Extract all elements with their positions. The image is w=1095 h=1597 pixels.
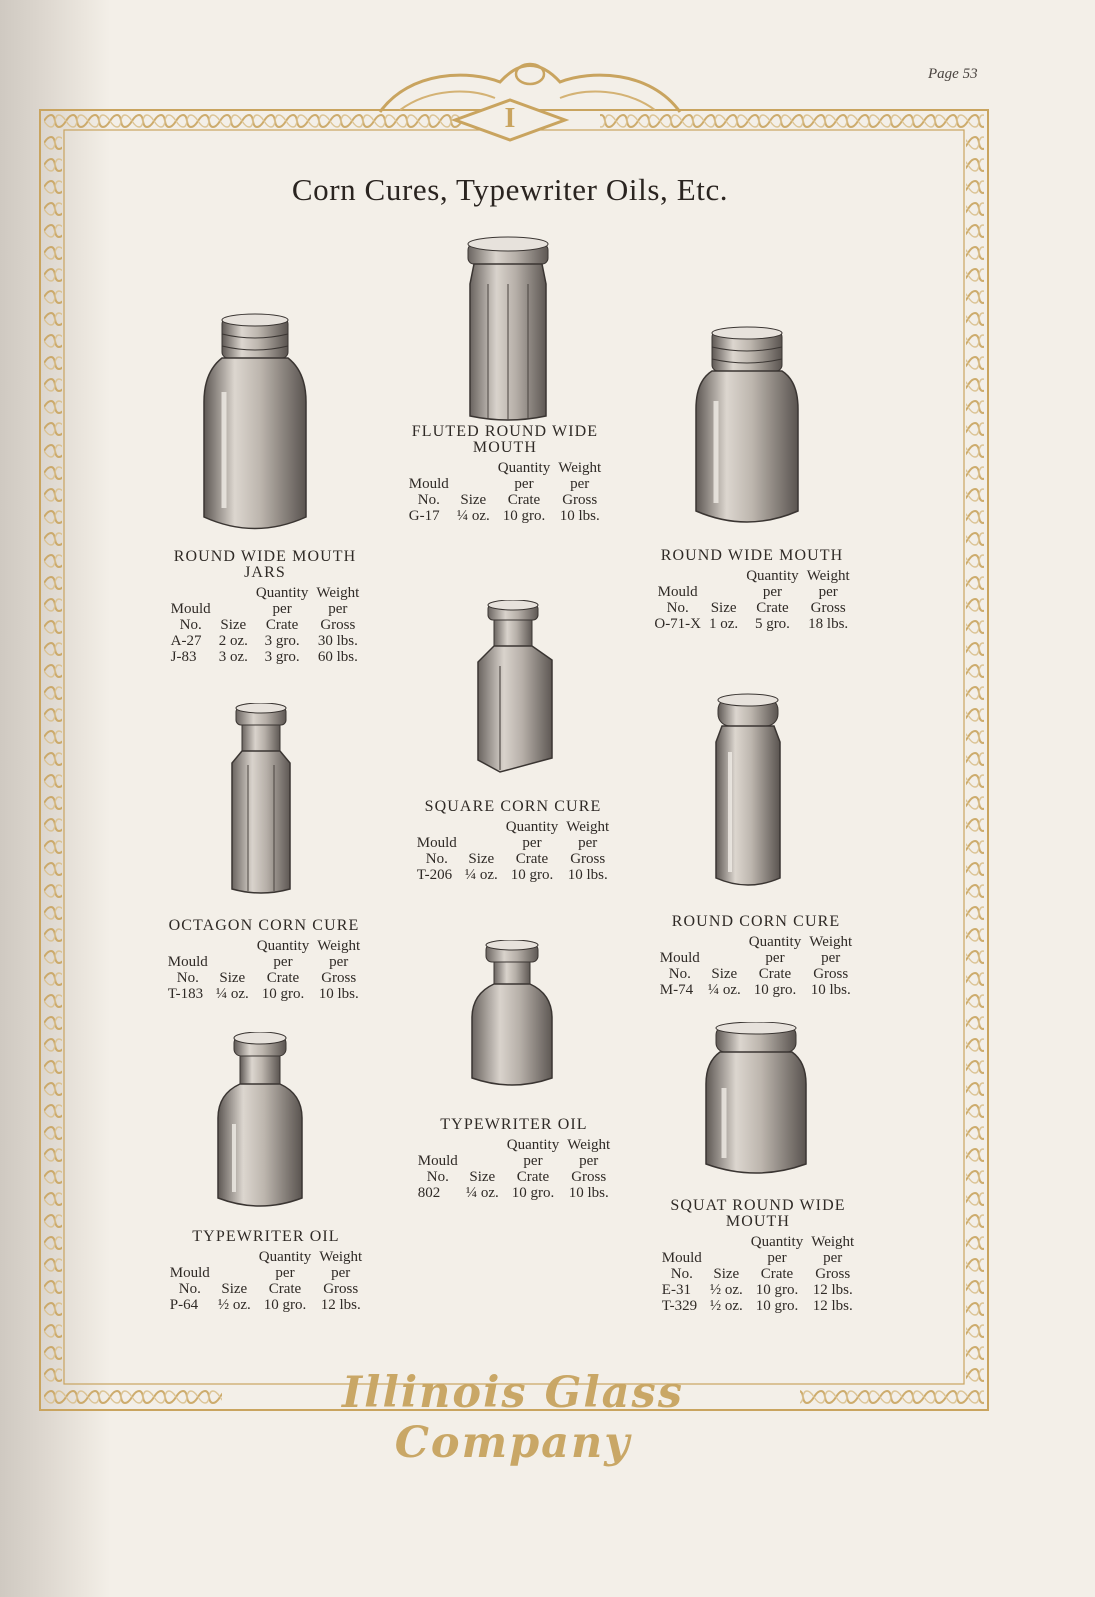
size-value: ½ oz. bbox=[709, 1282, 743, 1298]
size-header: Size bbox=[220, 617, 247, 633]
product-squat-round-wide-mouth bbox=[616, 1198, 900, 1314]
spec-table bbox=[405, 460, 605, 524]
spec-table bbox=[650, 568, 853, 632]
bottle-typewriter-oil-802-image bbox=[466, 940, 558, 1090]
spec-row bbox=[656, 982, 856, 998]
mould-number: 802 bbox=[417, 1185, 441, 1201]
size-value: ¼ oz. bbox=[464, 867, 498, 883]
mould-number: A-27 bbox=[170, 633, 202, 649]
mould-number: E-31 bbox=[661, 1282, 691, 1298]
bottle-octagon-corn-cure-image bbox=[228, 703, 294, 898]
quantity-per-crate-header: Quantity per Crate bbox=[256, 938, 310, 986]
quantity-per-crate-header: Quantity per Crate bbox=[505, 819, 559, 867]
quantity-per-crate-header: Quantity per Crate bbox=[255, 585, 309, 633]
quantity-value: 10 gro. bbox=[502, 508, 546, 524]
weight-value: 12 lbs. bbox=[320, 1297, 361, 1313]
weight-value: 30 lbs. bbox=[317, 633, 358, 649]
quantity-per-crate-header: Quantity per Crate bbox=[506, 1137, 560, 1185]
spec-table bbox=[414, 1137, 614, 1201]
spec-table bbox=[656, 934, 856, 998]
mould-number: T-206 bbox=[416, 867, 453, 883]
spec-header-row bbox=[167, 585, 364, 633]
weight-value: 10 lbs. bbox=[567, 867, 608, 883]
mould-number: P-64 bbox=[169, 1297, 199, 1313]
spec-header-row bbox=[405, 460, 605, 508]
mould-no-header: Mould No. bbox=[170, 601, 211, 633]
product-round-corn-cure bbox=[614, 914, 898, 998]
quantity-value: 10 gro. bbox=[755, 1282, 799, 1298]
size-value: 2 oz. bbox=[218, 633, 248, 649]
quantity-value: 3 gro. bbox=[264, 633, 300, 649]
company-footer-wordmark: Illinois Glass Company bbox=[342, 1368, 684, 1468]
size-value: ¼ oz. bbox=[707, 982, 741, 998]
spec-table bbox=[166, 1249, 366, 1313]
mould-number: O-71-X bbox=[654, 616, 702, 632]
spec-table bbox=[164, 938, 364, 1002]
spec-row bbox=[650, 616, 853, 632]
weight-per-gross-header: Weight per Gross bbox=[319, 1249, 363, 1297]
weight-value: 10 lbs. bbox=[559, 508, 600, 524]
spec-header-row bbox=[658, 1234, 858, 1282]
size-value: ½ oz. bbox=[217, 1297, 251, 1313]
quantity-value: 10 gro. bbox=[511, 1185, 555, 1201]
size-header: Size bbox=[460, 492, 487, 508]
weight-value: 12 lbs. bbox=[812, 1298, 853, 1314]
bottle-square-corn-cure-image bbox=[472, 600, 558, 775]
bottle-fluted-round-wide-mouth-image bbox=[460, 232, 556, 426]
product-name: OCTAGON CORN CURE bbox=[168, 917, 360, 934]
weight-value: 10 lbs. bbox=[810, 982, 851, 998]
quantity-value: 10 gro. bbox=[753, 982, 797, 998]
weight-value: 12 lbs. bbox=[812, 1282, 853, 1298]
spec-header-row bbox=[656, 934, 856, 982]
spec-table bbox=[413, 819, 613, 883]
mould-no-header: Mould No. bbox=[169, 1265, 210, 1297]
bottle-squat-round-wide-mouth-image bbox=[704, 1022, 808, 1180]
quantity-per-crate-header: Quantity per Crate bbox=[497, 460, 551, 508]
spec-row bbox=[167, 649, 364, 665]
mould-number: G-17 bbox=[408, 508, 440, 524]
product-name: ROUND WIDE MOUTH JARS bbox=[173, 548, 357, 581]
quantity-per-crate-header: Quantity per Crate bbox=[258, 1249, 312, 1297]
spec-header-row bbox=[413, 819, 613, 867]
product-name: TYPEWRITER OIL bbox=[192, 1228, 340, 1245]
product-square-corn-cure bbox=[372, 799, 654, 883]
spec-row bbox=[658, 1282, 858, 1298]
spec-row bbox=[658, 1298, 858, 1314]
quantity-value: 3 gro. bbox=[264, 649, 300, 665]
product-name: SQUARE CORN CURE bbox=[424, 798, 602, 815]
mould-number: J-83 bbox=[170, 649, 197, 665]
size-value: 3 oz. bbox=[218, 649, 248, 665]
spec-table bbox=[167, 585, 364, 665]
product-name: ROUND WIDE MOUTH bbox=[660, 547, 844, 564]
mould-no-header: Mould No. bbox=[661, 1250, 702, 1282]
page-title: Corn Cures, Typewriter Oils, Etc. bbox=[291, 172, 729, 207]
size-value: ¼ oz. bbox=[456, 508, 490, 524]
quantity-per-crate-header: Quantity per Crate bbox=[750, 1234, 804, 1282]
spec-header-row bbox=[166, 1249, 366, 1297]
weight-value: 60 lbs. bbox=[317, 649, 358, 665]
weight-per-gross-header: Weight per Gross bbox=[317, 938, 361, 986]
quantity-value: 10 gro. bbox=[755, 1298, 799, 1314]
weight-per-gross-header: Weight per Gross bbox=[558, 460, 602, 508]
bottle-round-wide-mouth-jar-image bbox=[200, 312, 310, 537]
spec-row bbox=[413, 867, 613, 883]
weight-per-gross-header: Weight per Gross bbox=[316, 585, 360, 633]
size-header: Size bbox=[711, 966, 738, 982]
spec-header-row bbox=[414, 1137, 614, 1185]
bottle-typewriter-oil-p64-image bbox=[214, 1032, 306, 1212]
product-typewriter-oil-p64 bbox=[126, 1229, 406, 1313]
mould-no-header: Mould No. bbox=[659, 950, 700, 982]
size-header: Size bbox=[221, 1281, 248, 1297]
spec-row bbox=[166, 1297, 366, 1313]
size-header: Size bbox=[468, 851, 495, 867]
quantity-value: 10 gro. bbox=[510, 867, 554, 883]
weight-value: 10 lbs. bbox=[318, 986, 359, 1002]
bottle-round-wide-mouth-image bbox=[692, 325, 802, 530]
spec-header-row bbox=[650, 568, 853, 616]
weight-value: 10 lbs. bbox=[568, 1185, 609, 1201]
mould-no-header: Mould No. bbox=[416, 835, 457, 867]
size-header: Size bbox=[713, 1266, 740, 1282]
size-value: ¼ oz. bbox=[215, 986, 249, 1002]
quantity-value: 5 gro. bbox=[754, 616, 790, 632]
emblem-letter: I bbox=[504, 103, 516, 134]
mould-no-header: Mould No. bbox=[408, 476, 449, 508]
weight-per-gross-header: Weight per Gross bbox=[811, 1234, 855, 1282]
weight-per-gross-header: Weight per Gross bbox=[809, 934, 853, 982]
mould-no-header: Mould No. bbox=[417, 1153, 458, 1185]
product-name: TYPEWRITER OIL bbox=[440, 1116, 588, 1133]
weight-value: 18 lbs. bbox=[808, 616, 849, 632]
size-header: Size bbox=[219, 970, 246, 986]
spec-header-row bbox=[164, 938, 364, 986]
mould-no-header: Mould No. bbox=[657, 584, 698, 616]
size-header: Size bbox=[469, 1169, 496, 1185]
product-fluted-round-wide-mouth bbox=[370, 424, 640, 524]
quantity-value: 10 gro. bbox=[261, 986, 305, 1002]
weight-per-gross-header: Weight per Gross bbox=[567, 1137, 611, 1185]
product-name: SQUAT ROUND WIDE MOUTH bbox=[670, 1197, 846, 1230]
mould-number: M-74 bbox=[659, 982, 694, 998]
page-number: Page 53 bbox=[928, 66, 978, 82]
size-value: ¼ oz. bbox=[465, 1185, 499, 1201]
size-value: ½ oz. bbox=[709, 1298, 743, 1314]
product-name: ROUND CORN CURE bbox=[671, 913, 841, 930]
spec-row bbox=[167, 633, 364, 649]
product-octagon-corn-cure bbox=[124, 918, 404, 1002]
size-value: 1 oz. bbox=[709, 616, 739, 632]
product-round-wide-mouth bbox=[612, 548, 892, 632]
mould-no-header: Mould No. bbox=[167, 954, 208, 986]
spec-row bbox=[405, 508, 605, 524]
spec-row bbox=[164, 986, 364, 1002]
weight-per-gross-header: Weight per Gross bbox=[566, 819, 610, 867]
quantity-per-crate-header: Quantity per Crate bbox=[746, 568, 799, 616]
size-header: Size bbox=[710, 600, 737, 616]
product-name: FLUTED ROUND WIDE MOUTH bbox=[411, 423, 599, 456]
quantity-per-crate-header: Quantity per Crate bbox=[748, 934, 802, 982]
product-typewriter-oil-802 bbox=[372, 1117, 656, 1201]
product-round-wide-mouth-jars bbox=[122, 549, 408, 665]
mould-number: T-329 bbox=[661, 1298, 698, 1314]
bottle-round-corn-cure-image bbox=[710, 692, 786, 892]
mould-number: T-183 bbox=[167, 986, 204, 1002]
spec-row bbox=[414, 1185, 614, 1201]
spec-table bbox=[658, 1234, 858, 1314]
quantity-value: 10 gro. bbox=[263, 1297, 307, 1313]
weight-per-gross-header: Weight per Gross bbox=[806, 568, 850, 616]
